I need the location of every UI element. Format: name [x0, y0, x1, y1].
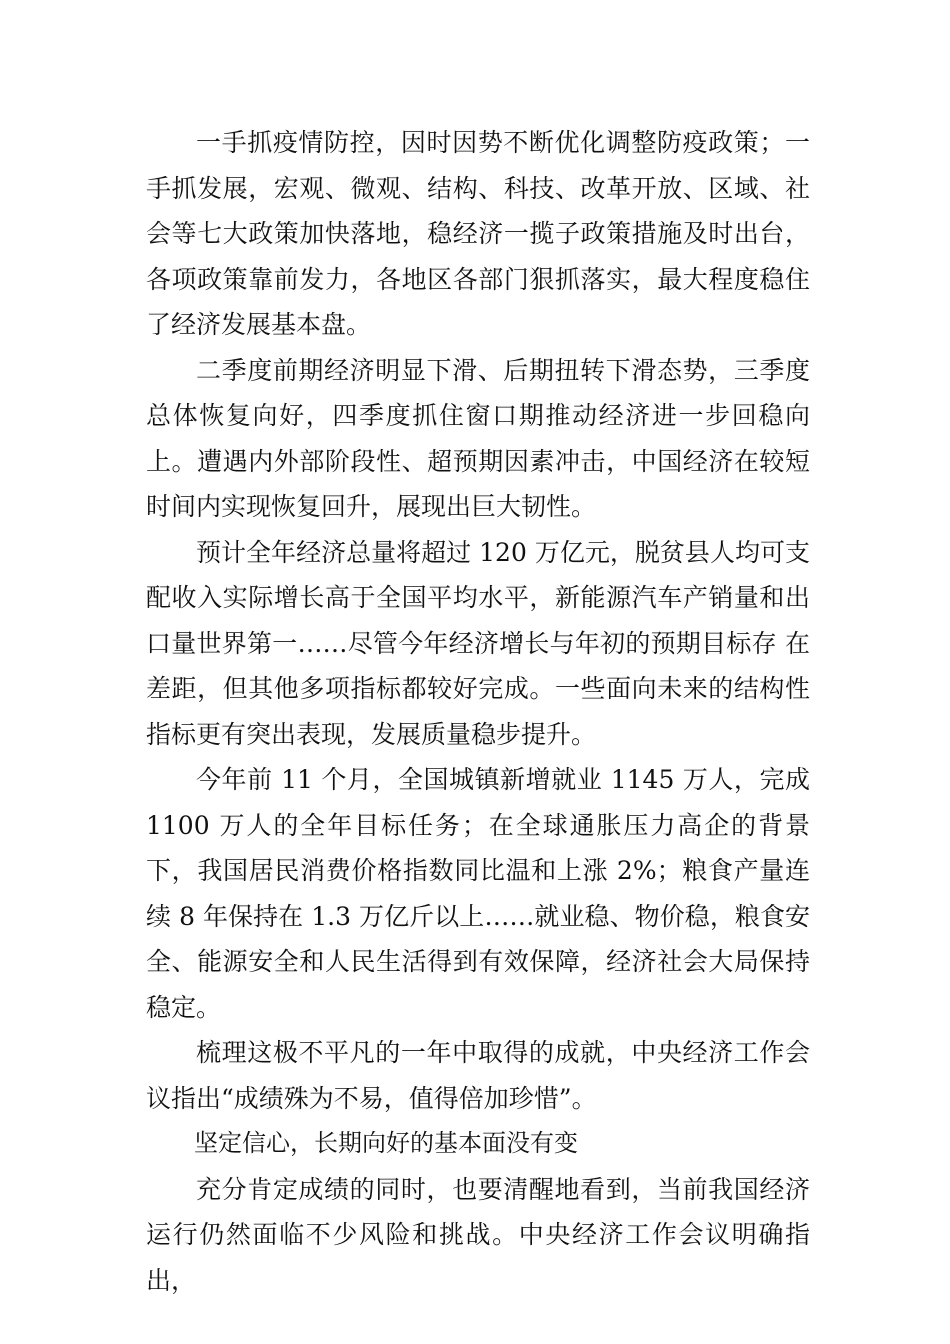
section-subheading: 坚定信心，长期向好的基本面没有变	[194, 1129, 578, 1157]
paragraph-employment-prices: 今年前 11 个月，全国城镇新增就业 1145 万人，完成 1100 万人的全年目标任务；在全球通胀压力高企的背景下，我国居民消费价格指数同比温和上涨 2%；粮食产量连续 8 年保持在 1.3 万亿斤以上……就业稳、物价稳，粮食安全、能源安全和人民生活得到有效保障，经济社会大局保持稳定。	[146, 765, 810, 1022]
paragraph-annual-output: 预计全年经济总量将超过 120 万亿元，脱贫县人均可支配收入实际增长高于全国平均水平，新能源汽车产销量和出口量世界第一……尽管今年经济增长与年初的预期目标存 在差距，但其他多项指标都较好完成。一些面向未来的结构性指标更有突出表现，发展质量稳步提升。	[146, 537, 810, 749]
paragraph-quarterly-trend: 二季度前期经济明显下滑、后期扭转下滑态势，三季度总体恢复向好，四季度抓住窗口期推动经济进一步回稳向上。遭遇内外部阶段性、超预期因素冲击，中国经济在较短时间内实现恢复回升，展现出巨大韧性。	[146, 355, 810, 521]
paragraph-epidemic-and-development: 一手抓疫情防控，因时因势不断优化调整防疫政策；一手抓发展，宏观、微观、结构、科技、改革开放、区域、社会等七大政策加快落地，稳经济一揽子政策措施及时出台， 各项政策靠前发力，各地区各部门狠抓落实，最大程度稳住了经济发展基本盘。	[146, 128, 810, 339]
paragraph-risks-challenges: 充分肯定成绩的同时，也要清醒地看到，当前我国经济运行仍然面临不少风险和挑战。中央经济工作会议明确指出，	[146, 1174, 810, 1295]
article-body	[146, 120, 810, 1303]
paragraph-achievements-summary: 梳理这极不平凡的一年中取得的成就，中央经济工作会议指出“成绩殊为不易，值得倍加珍惜”。	[146, 1038, 810, 1113]
